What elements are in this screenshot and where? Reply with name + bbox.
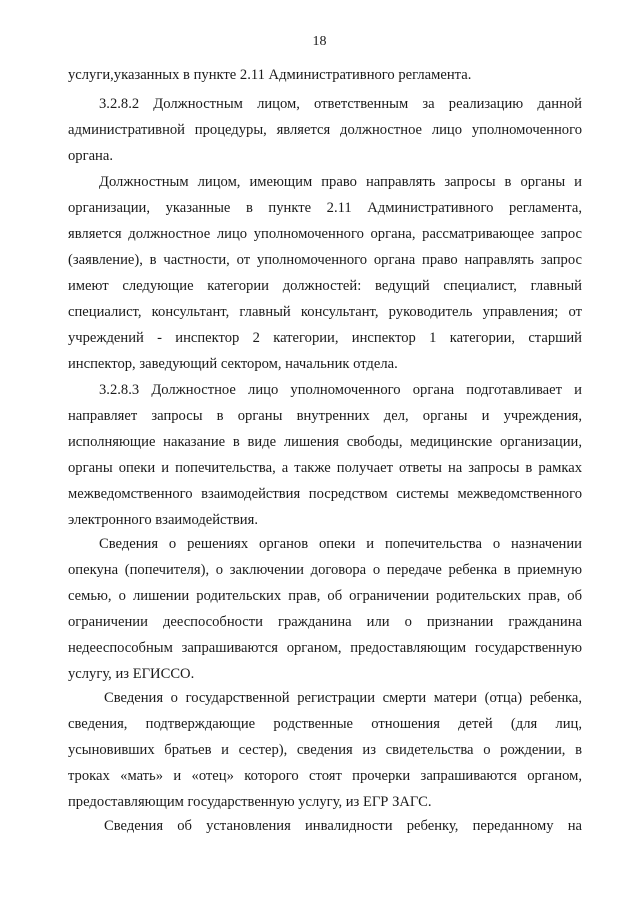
text-line: электронного взаимодействия. <box>68 512 258 528</box>
text-line: усыновивших братьев и сестер), сведения из свидетельства о рождении, в <box>68 742 582 758</box>
text-line: (заявление), в частности, от уполномоченного органа право направлять запрос <box>68 252 582 268</box>
text-line: ограничении дееспособности гражданина или о признании гражданина <box>68 614 582 630</box>
text-line: услугу, из ЕГИССО. <box>68 666 195 682</box>
text-line: учреждений - инспектор 2 категории, инспектор 1 категории, старший <box>68 330 582 346</box>
text-line: исполняющие наказание в виде лишения свободы, медицинские организации, <box>68 434 582 450</box>
text-line: является должностное лицо уполномоченного органа, рассматривающее запрос <box>68 226 582 242</box>
text-line: специалист, консультант, главный консультант, руководитель управления; от <box>68 304 582 320</box>
paragraph <box>68 91 582 169</box>
text-line: 3.2.8.3 Должностное лицо уполномоченного органа подготавливает и <box>99 382 582 398</box>
text-line: Должностным лицом, имеющим право направлять запросы в органы и <box>99 174 582 190</box>
paragraph <box>68 169 582 377</box>
text-line: имеют следующие категории должностей: ведущий специалист, главный <box>68 278 582 294</box>
text-line: направляет запросы в органы внутренних дел, органы и учреждения, <box>68 408 582 424</box>
text-line: межведомственного взаимодействия посредством системы межведомственного <box>68 486 582 502</box>
text-line: сведения, подтверждающие родственные отношения детей (для лиц, <box>68 716 582 732</box>
text-line: Сведения о государственной регистрации смерти матери (отца) ребенка, <box>104 690 582 706</box>
paragraph <box>68 813 582 839</box>
text-line: административной процедуры, является должностное лицо уполномоченного <box>68 122 582 138</box>
text-line: троках «мать» и «отец» которого стоят прочерки запрашиваются органом, <box>68 768 582 784</box>
paragraph <box>68 531 582 687</box>
text-line: семью, о лишении родительских прав, об ограничении родительских прав, об <box>68 588 582 604</box>
paragraph <box>68 62 582 88</box>
text-line: Сведения о решениях органов опеки и попечительства о назначении <box>99 536 582 552</box>
text-line: органа. <box>68 148 113 164</box>
paragraph <box>68 377 582 533</box>
page-number: 18 <box>312 34 327 49</box>
text-line: услуги,указанных в пункте 2.11 Административного регламента. <box>68 67 472 83</box>
text-line: инспектор, заведующий сектором, начальник отдела. <box>68 356 398 372</box>
text-line: предоставляющим государственную услугу, из ЕГР ЗАГС. <box>68 794 432 810</box>
text-line: опекуна (попечителя), о заключении договора о передаче ребенка в приемную <box>68 562 582 578</box>
text-line: недееспособным запрашиваются органом, предоставляющим государственную <box>68 640 582 656</box>
text-line: организации, указанные в пункте 2.11 Административного регламента, <box>68 200 582 216</box>
paragraph <box>68 685 582 815</box>
text-line: 3.2.8.2 Должностным лицом, ответственным за реализацию данной <box>99 96 582 112</box>
text-line: Сведения об установления инвалидности ребенку, переданному на <box>104 818 582 834</box>
text-line: органы опеки и попечительства, а также получает ответы на запросы в рамках <box>68 460 582 476</box>
